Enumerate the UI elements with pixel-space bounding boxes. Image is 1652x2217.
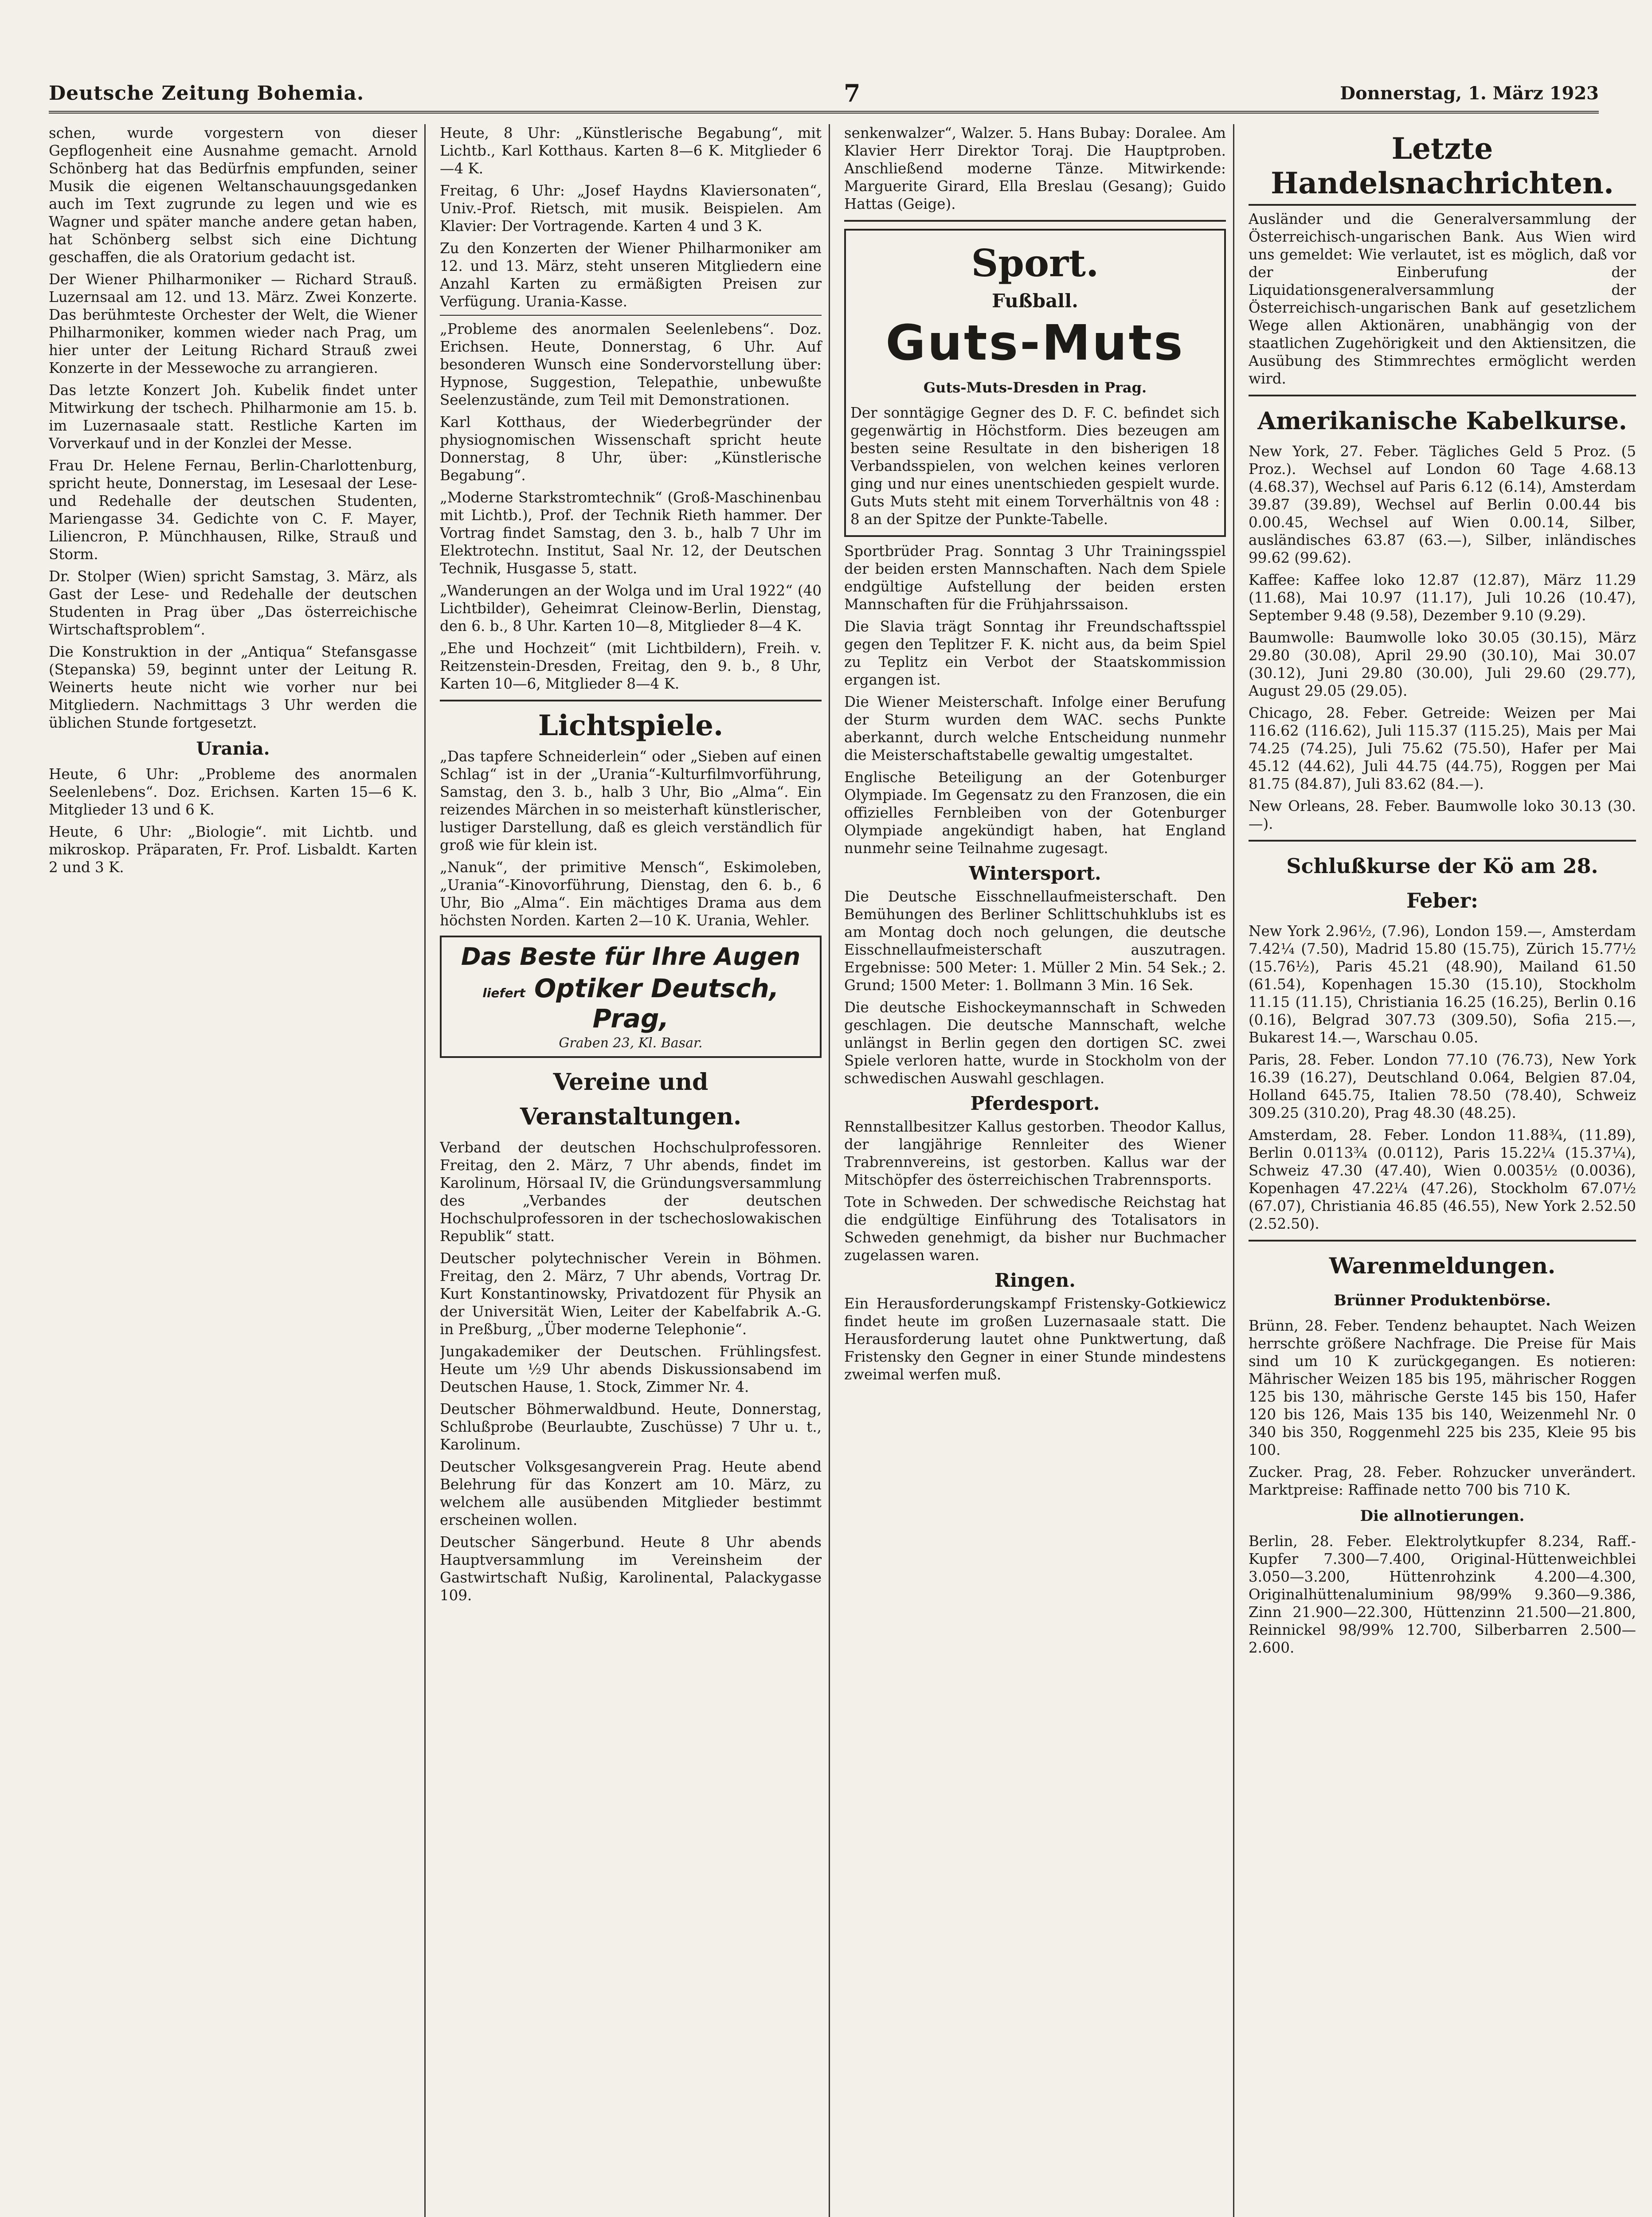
divider — [844, 220, 1226, 222]
article-philharmoniker: Der Wiener Philharmoniker — Richard Strauß. Luzernsaal am 12. und 13. März. Zwei Konzerte. Das berühmteste Orchester der Welt, die Wiener Philharmoniker, kommen wieder nach Prag, um hier unter der Leitung Richard Strauß zwei Konzerte in der Messewoche zu arrangieren. — [49, 271, 417, 376]
article-kubelik: Das letzte Konzert Joh. Kubelik findet unter Mitwirkung der tschech. Philharmonie am 15. b. im Luzernasaale statt. Restliche Karten im Vorverkauf und in der Konzlei der Messe. — [49, 382, 417, 452]
vereine-heading: Vereine und Veranstaltungen. — [520, 1069, 742, 1130]
running-head — [49, 75, 1599, 114]
schlusskurse-heading: Schlußkurse der Kö am 28. Feber: — [1286, 854, 1598, 913]
handelsnachrichten-heading: Letzte Handelsnachrichten. — [1249, 131, 1636, 206]
page-number: 7 — [843, 79, 861, 107]
column-3 — [844, 124, 1234, 2217]
ad-company — [450, 973, 812, 1034]
columns — [49, 124, 1636, 2217]
urania-physiognomik: Karl Kotthaus, der Wiederbegründer der physiognomischen Wissenschaft spricht heute Donnerstag, 8 Uhr, über: „Künstlerische Begabung“. — [440, 414, 822, 484]
article-bruenn: Brünn, 28. Feber. Tendenz behauptet. Nach Weizen herrschte größere Nachfrage. Die Preise für Mais sind um 10 K zurückgegangen. Es notieren: Mährischer Weizen 185 bis 195, mährischer Roggen 125 bis 130, mährische Gerste 145 bis 150, Hafer 120 bis 126, Mais 135 bis 140, Weizenmehl Nr. 0 340 bis 350, Roggenmehl 225 bis 235, Kleie 95 bis 100. — [1249, 1317, 1636, 1458]
column-4 — [1249, 124, 1643, 2217]
kurse-new-orleans: New Orleans, 28. Feber. Baumwolle loko 30.13 (30.—). — [1249, 798, 1636, 832]
sport-heading: Sport. — [971, 241, 1099, 285]
kabelkurse-heading: Amerikanische Kabelkurse. — [1257, 407, 1627, 435]
urania-hochzeit: „Ehe und Hochzeit“ (mit Lichtbildern), Freih. v. Reitzenstein-Dresden, Freitag, den 9. b., 8 Uhr, Karten 10—6, Mitglieder 8—4 K. — [440, 640, 822, 692]
article-oesterr-bank: Ausländer und die Generalversammlung der Österreichisch-ungarischen Bank. Aus Wien wird uns gemeldet: Wie verlautet, ist es möglich, daß vor der Einberufung der Liquidationsgeneralversammlung der Österreichisch-ungarischen Bank auf gesetzlichem Wege allen Aktionären, unabhängig von der staatlichen Zugehörigkeit und den Aktiensitzen, die Ausübung des Stimmrechtes ermöglicht werden wird. — [1249, 211, 1636, 387]
article-slavia: Die Slavia trägt Sonntag ihr Freundschaftsspiel gegen den Teplitzer F. K. nicht aus, da beim Spiel zu Teplitz ein Verbot der Staatskommission ergangen ist. — [844, 618, 1226, 688]
warenmeldungen-heading: Warenmeldungen. — [1329, 1253, 1556, 1279]
article-metalle: Berlin, 28. Feber. Elektrolytkupfer 8.234, Raff.-Kupfer 7.300—7.400, Original-Hüttenweichblei 3.050—3.200, Hüttenrohzink 4.200—4.300, Originalhüttenaluminium 98/99% 9.360—9.386, Zinn 21.900—22.300, Hüttenzinn 21.500—21.800, Reinnickel 98/99% 12.700, Silberbarren 2.500—2.600. — [1249, 1533, 1636, 1656]
gutsmuts-heading: Guts-Muts — [885, 314, 1185, 371]
column-1 — [49, 124, 426, 2217]
urania-haydn: Freitag, 6 Uhr: „Josef Haydns Klaviersonaten“, Univ.-Prof. Rietsch, mit musik. Beispielen. Am Klavier: Der Vortragende. Karten 4 und 3 K. — [440, 182, 822, 235]
urania-starkstrom: „Moderne Starkstromtechnik“ (Groß-Maschinenbau mit Lichtb.), Prof. der Technik Rieth hammer. Der Vortrag findet Samstag, den 3. b., halb 7 Uhr im Elektrotechn. Institut, Saal Nr. 12, der Deutschen Technik, Husgasse 5, statt. — [440, 489, 822, 577]
divider — [1249, 840, 1636, 842]
article-totalisator: Tote in Schweden. Der schwedische Reichstag hat die endgültige Einführung des Totalisators in Schweden genehmigt, da bisher nur Buchmacher zugelassen waren. — [844, 1194, 1226, 1264]
divider — [1249, 395, 1636, 396]
column-2 — [440, 124, 830, 2217]
article-olympiade: Englische Beteiligung an der Gotenburger Olympiade. Im Gegensatz zu den Franzosen, die ein offizielles Fernbleiben von der Gotenburger Olympiade angekündigt haben, hat England nunmehr seine Teilnahme zugesagt. — [844, 769, 1226, 857]
divider — [440, 700, 822, 701]
optiker-advertisement — [440, 936, 822, 1058]
article-ringkampf: Ein Herausforderungskampf Fristensky-Gotkiewicz findet heute im großen Luzernasaale statt. Die Herausforderung lautet ohne Punktwertung, daß Fristensky den Gegner in einer Stunde mindestens zweimal werfen muß. — [844, 1295, 1226, 1383]
urania-seelenleben: „Probleme des anormalen Seelenlebens“. Doz. Erichsen. Heute, Donnerstag, 6 Uhr. Auf besonderen Wunsch eine Sondervorstellung über: Hypnose, Suggestion, Telepathie, unbewußte Seelenzustände, zum Teil mit Demonstrationen. — [440, 321, 822, 408]
lichtspiele-heading: Lichtspiele. — [538, 709, 724, 742]
divider — [1249, 1240, 1636, 1242]
verein-boehmerwald: Deutscher Böhmerwaldbund. Heute, Donnerstag, Schlußprobe (Beurlaubte, Zuschüsse) 7 Uhr u. t., Karolinum. — [440, 1401, 822, 1453]
ad-company-name: Optiker Deutsch, Prag, — [534, 973, 779, 1034]
produktenboerse-heading: Brünner Produktenbörse. — [1334, 1292, 1551, 1309]
ad-address: Graben 23, Kl. Basar. — [559, 1035, 703, 1051]
kurse-chicago: Chicago, 28. Feber. Getreide: Weizen per Mai 116.62 (116.62), Juli 115.37 (115.25), Mais per Mai 74.25 (74.25), Juli 75.62 (75.50), Hafer per Mai 45.12 (44.62), Juli 44.75 (44.75), Roggen per Mai 81.75 (84.87), Juli 83.62 (84.—). — [1249, 705, 1636, 792]
verein-volksgesang: Deutscher Volksgesangverein Prag. Heute abend Belehrung für das Konzert am 10. März, zu welchem alle ausübenden Mitglieder bestimmt erscheinen wollen. — [440, 1458, 822, 1528]
urania-kotthaus: Heute, 8 Uhr: „Künstlerische Begabung“, mit Lichtb., Karl Kotthaus. Karten 8—6 K. Mitglieder 6—4 K. — [440, 125, 822, 177]
newspaper-title: Deutsche Zeitung Bohemia. — [49, 82, 364, 105]
pferdesport-heading: Pferdesport. — [970, 1093, 1100, 1114]
article-eishockey: Die deutsche Eishockeymannschaft in Schweden geschlagen. Die deutsche Mannschaft, welche unlängst in Berlin gegen den dortigen SC. zwei Spiele verloren hatte, wurde in Stockholm von der schwedischen Auswahl geschlagen. — [844, 999, 1226, 1087]
sport-box — [844, 229, 1226, 537]
kurse-newyork: New York, 27. Feber. Tägliches Geld 5 Proz. (5 Proz.). Wechsel auf London 60 Tage 4.68.13 (4.68.37), Wechsel auf Paris 6.12 (6.14), Amsterdam 39.87 (39.89), Wechsel auf Berlin 0.00.44 bis 0.00.45, Wechsel auf Wien 0.00.14, Silber, ausländisches 63.87 (63.—), Silber, inländisches 99.62 (99.62). — [1249, 443, 1636, 566]
film-nanuk: „Nanuk“, der primitive Mensch“, Eskimoleben, „Urania“-Kinovorführung, Dienstag, den 6. b., 6 Uhr, Bio „Alma“. Ein mächtiges Drama aus dem höchsten Norden. Karten 2—10 K. Urania, Wehler. — [440, 859, 822, 929]
metallnotierungen-heading: Die allnotierungen. — [1360, 1507, 1525, 1525]
article-sportbrueder: Sportbrüder Prag. Sonntag 3 Uhr Trainingsspiel der beiden ersten Mannschaften. Nach dem Spiele endgültige Aufstellung der beiden ersten Mannschaften für die Frühjahrssaison. — [844, 543, 1226, 613]
issue-date: Donnerstag, 1. März 1923 — [1340, 82, 1599, 104]
article-schoenberg: schen, wurde vorgestern von dieser Gepflogenheit eine Ausnahme gemacht. Arnold Schönberg hat das Bedürfnis empfunden, seiner Musik die eigenen Weltanschauungsgedanken auch im Text zugrunde zu legen und wie es Wagner und später manche andere getan haben, hat Schönberg selbst sich eine Dichtung geschaffen, die als Oratorium gedacht ist. — [49, 125, 417, 266]
kurse-baumwolle: Baumwolle: Baumwolle loko 30.05 (30.15), März 29.80 (30.08), April 29.90 (30.10), Mai 30.07 (30.12), Juni 29.80 (30.00), Juli 29.60 (29.77), August 29.05 (29.05). — [1249, 629, 1636, 699]
urania-heading: Urania. — [196, 738, 270, 759]
urania-wolga: „Wanderungen an der Wolga und im Ural 1922“ (40 Lichtbilder), Geheimrat Cleinow-Berlin, Dienstag, den 6. b., 8 Uhr. Karten 10—8, Mitglieder 8—4 K. — [440, 582, 822, 635]
verein-saengerbund: Deutscher Sängerbund. Heute 8 Uhr abends Hauptversammlung im Vereinsheim der Gastwirtschaft Nußig, Karolinental, Palackygasse 109. — [440, 1534, 822, 1604]
film-schneiderlein: „Das tapfere Schneiderlein“ oder „Sieben auf einen Schlag“ ist in der „Urania“-Kulturfilmvorführung, Samstag, den 3. b., halb 3 Uhr, Bio „Alma“. Ein reizendes Märchen in so meisterhaft künstlerischer, lustiger Darstellung, daß es gleich verständlich für groß wie für klein ist. — [440, 748, 822, 854]
gutsmuts-subheading: Guts-Muts-Dresden in Prag. — [923, 379, 1147, 396]
fussball-heading: Fußball. — [992, 290, 1078, 312]
ad-headline: Das Beste für Ihre Augen — [461, 943, 801, 971]
ringen-heading: Ringen. — [994, 1269, 1076, 1291]
article-gutsmuts: Der sonntägige Gegner des D. F. C. befindet sich gegenwärtig in Höchstform. Dies bezeugen am besten seine Resultate in den bisherigen 18 Verbandsspielen, von welchen keines verloren ging und nur eines unentschieden gespielt wurde. Guts Muts steht mit einem Torverhältnis von 48 : 8 an der Spitze der Punkte-Tabelle. — [850, 404, 1220, 528]
divider — [440, 315, 822, 316]
article-antiqua: Die Konstruktion in der „Antiqua“ Stefansgasse (Stepanska) 59, beginnt unter der Leitung R. Weinerts heute nicht wie vorher nur bei Mitgliedern. Nachmittags 3 Uhr werden die üblichen Stunde fortgesetzt. — [49, 643, 417, 731]
urania-konzerte: Zu den Konzerten der Wiener Philharmoniker am 12. und 13. März, steht unseren Mitgliedern eine Anzahl Karten zu ermäßigten Preisen zur Verfügung. Urania-Kasse. — [440, 240, 822, 310]
urania-item-2: Heute, 6 Uhr: „Biologie“. mit Lichtb. und mikroskop. Präparaten, Fr. Prof. Lisbaldt. Karten 2 und 3 K. — [49, 823, 417, 876]
article-wiener-meisterschaft: Die Wiener Meisterschaft. Infolge einer Berufung der Sturm wurden dem WAC. sechs Punkte aberkannt, durch welche Entscheidung nunmehr die Meisterschaftstabelle gewaltig umgestaltet. — [844, 693, 1226, 764]
kurse-kaffee: Kaffee: Kaffee loko 12.87 (12.87), März 11.29 (11.68), Mai 10.97 (11.17), Juli 10.26 (10.47), September 9.48 (9.58), Dezember 9.10 (9.29). — [1249, 572, 1636, 624]
schlusskurse-amsterdam: Amsterdam, 28. Feber. London 11.88¾, (11.89), Berlin 0.0113¾ (0.0112), Paris 15.22¼ (15.37¼), Schweiz 47.30 (47.40), Wien 0.0035½ (0.0036), Kopenhagen 47.22¼ (47.26), Stockholm 67.07½ (67.07), Christiania 46.85 (46.55), New York 2.52.50 (2.52.50). — [1249, 1127, 1636, 1232]
article-zucker: Zucker. Prag, 28. Feber. Rohzucker unverändert. Marktpreise: Raffinade netto 700 bis 710 K. — [1249, 1464, 1636, 1498]
verein-jungakademiker: Jungakademiker der Deutschen. Frühlingsfest. Heute um ½9 Uhr abends Diskussionsabend im Deutschen Hause, 1. Stock, Zimmer Nr. 4. — [440, 1343, 822, 1395]
schlusskurse-devisen: New York 2.96½, (7.96), London 159.—, Amsterdam 7.42¼ (7.50), Madrid 15.80 (15.75), Zürich 15.77½ (15.76½), Paris 45.21 (48.90), Mailand 61.50 (61.54), Kopenhagen 15.30 (15.10), Stockholm 11.15 (11.15), Christiania 16.25 (16.25), Berlin 0.16 (0.16), Belgrad 307.73 (309.50), Sofia 215.—, Bukarest 14.—, Warschau 0.05. — [1249, 923, 1636, 1046]
article-kallus: Rennstallbesitzer Kallus gestorben. Theodor Kallus, der langjährige Rennleiter des Wiener Trabrennvereins, ist gestorben. Kallus war der Mitschöpfer des österreichischen Trabrennsports. — [844, 1118, 1226, 1188]
article-fernau: Frau Dr. Helene Fernau, Berlin-Charlottenburg, spricht heute, Donnerstag, im Lesesaal der Lese- und Redehalle der deutschen Studenten, Mariengasse 34. Gedichte von C. F. Mayer, Liliencron, P. Münchhausen, Rilke, Strauß und Storm. — [49, 457, 417, 563]
wintersport-heading: Wintersport. — [969, 862, 1101, 884]
article-stolper: Dr. Stolper (Wien) spricht Samstag, 3. März, als Gast der Lese- und Redehalle der deutschen Studenten in Prag über „Das österreichische Wirtschaftsproblem“. — [49, 568, 417, 638]
verein-polytechnisch: Deutscher polytechnischer Verein in Böhmen. Freitag, den 2. März, 7 Uhr abends, Vortrag Dr. Kurt Konstantinowsky, Privatdozent für Physik an der Universität Wien, Leiter der Kabelfabrik A.-G. in Preßburg, „Über moderne Telephonie“. — [440, 1250, 822, 1338]
article-tanzabend: senkenwalzer“, Walzer. 5. Hans Bubay: Doralee. Am Klavier Herr Direktor Toraj. Die Hauptproben. Anschließend moderne Tänze. Mitwirkende: Marguerite Girard, Ella Breslau (Gesang); Guido Hattas (Geige). — [844, 125, 1226, 212]
article-eisschnellauf: Die Deutsche Eisschnellaufmeisterschaft. Den Bemühungen des Berliner Schlittschuhklubs ist es am Montag doch noch gelungen, die deutsche Eisschnellaufmeisterschaft auszutragen. Ergebnisse: 500 Meter: 1. Müller 2 Min. 54 Sek.; 2. Grund; 1500 Meter: 1. Bollmann 3 Min. 16 Sek. — [844, 888, 1226, 994]
schlusskurse-paris: Paris, 28. Feber. London 77.10 (76.73), New York 16.39 (16.27), Deutschland 0.064, Belgien 87.04, Holland 645.75, Italien 78.50 (78.40), Schweiz 309.25 (310.20), Prag 48.30 (48.25). — [1249, 1051, 1636, 1121]
ad-lead: liefert — [482, 986, 525, 1000]
urania-item-1: Heute, 6 Uhr: „Probleme des anormalen Seelenlebens“. Doz. Erichsen. Karten 15—6 K. Mitglieder 13 und 6 K. — [49, 766, 417, 818]
verein-hochschulprofessoren: Verband der deutschen Hochschulprofessoren. Freitag, den 2. März, 7 Uhr abends, findet im Karolinum, Hörsaal IV, die Gründungsversammlung des „Verbandes der deutschen Hochschulprofessoren in der tschechoslowakischen Republik“ statt. — [440, 1139, 822, 1245]
